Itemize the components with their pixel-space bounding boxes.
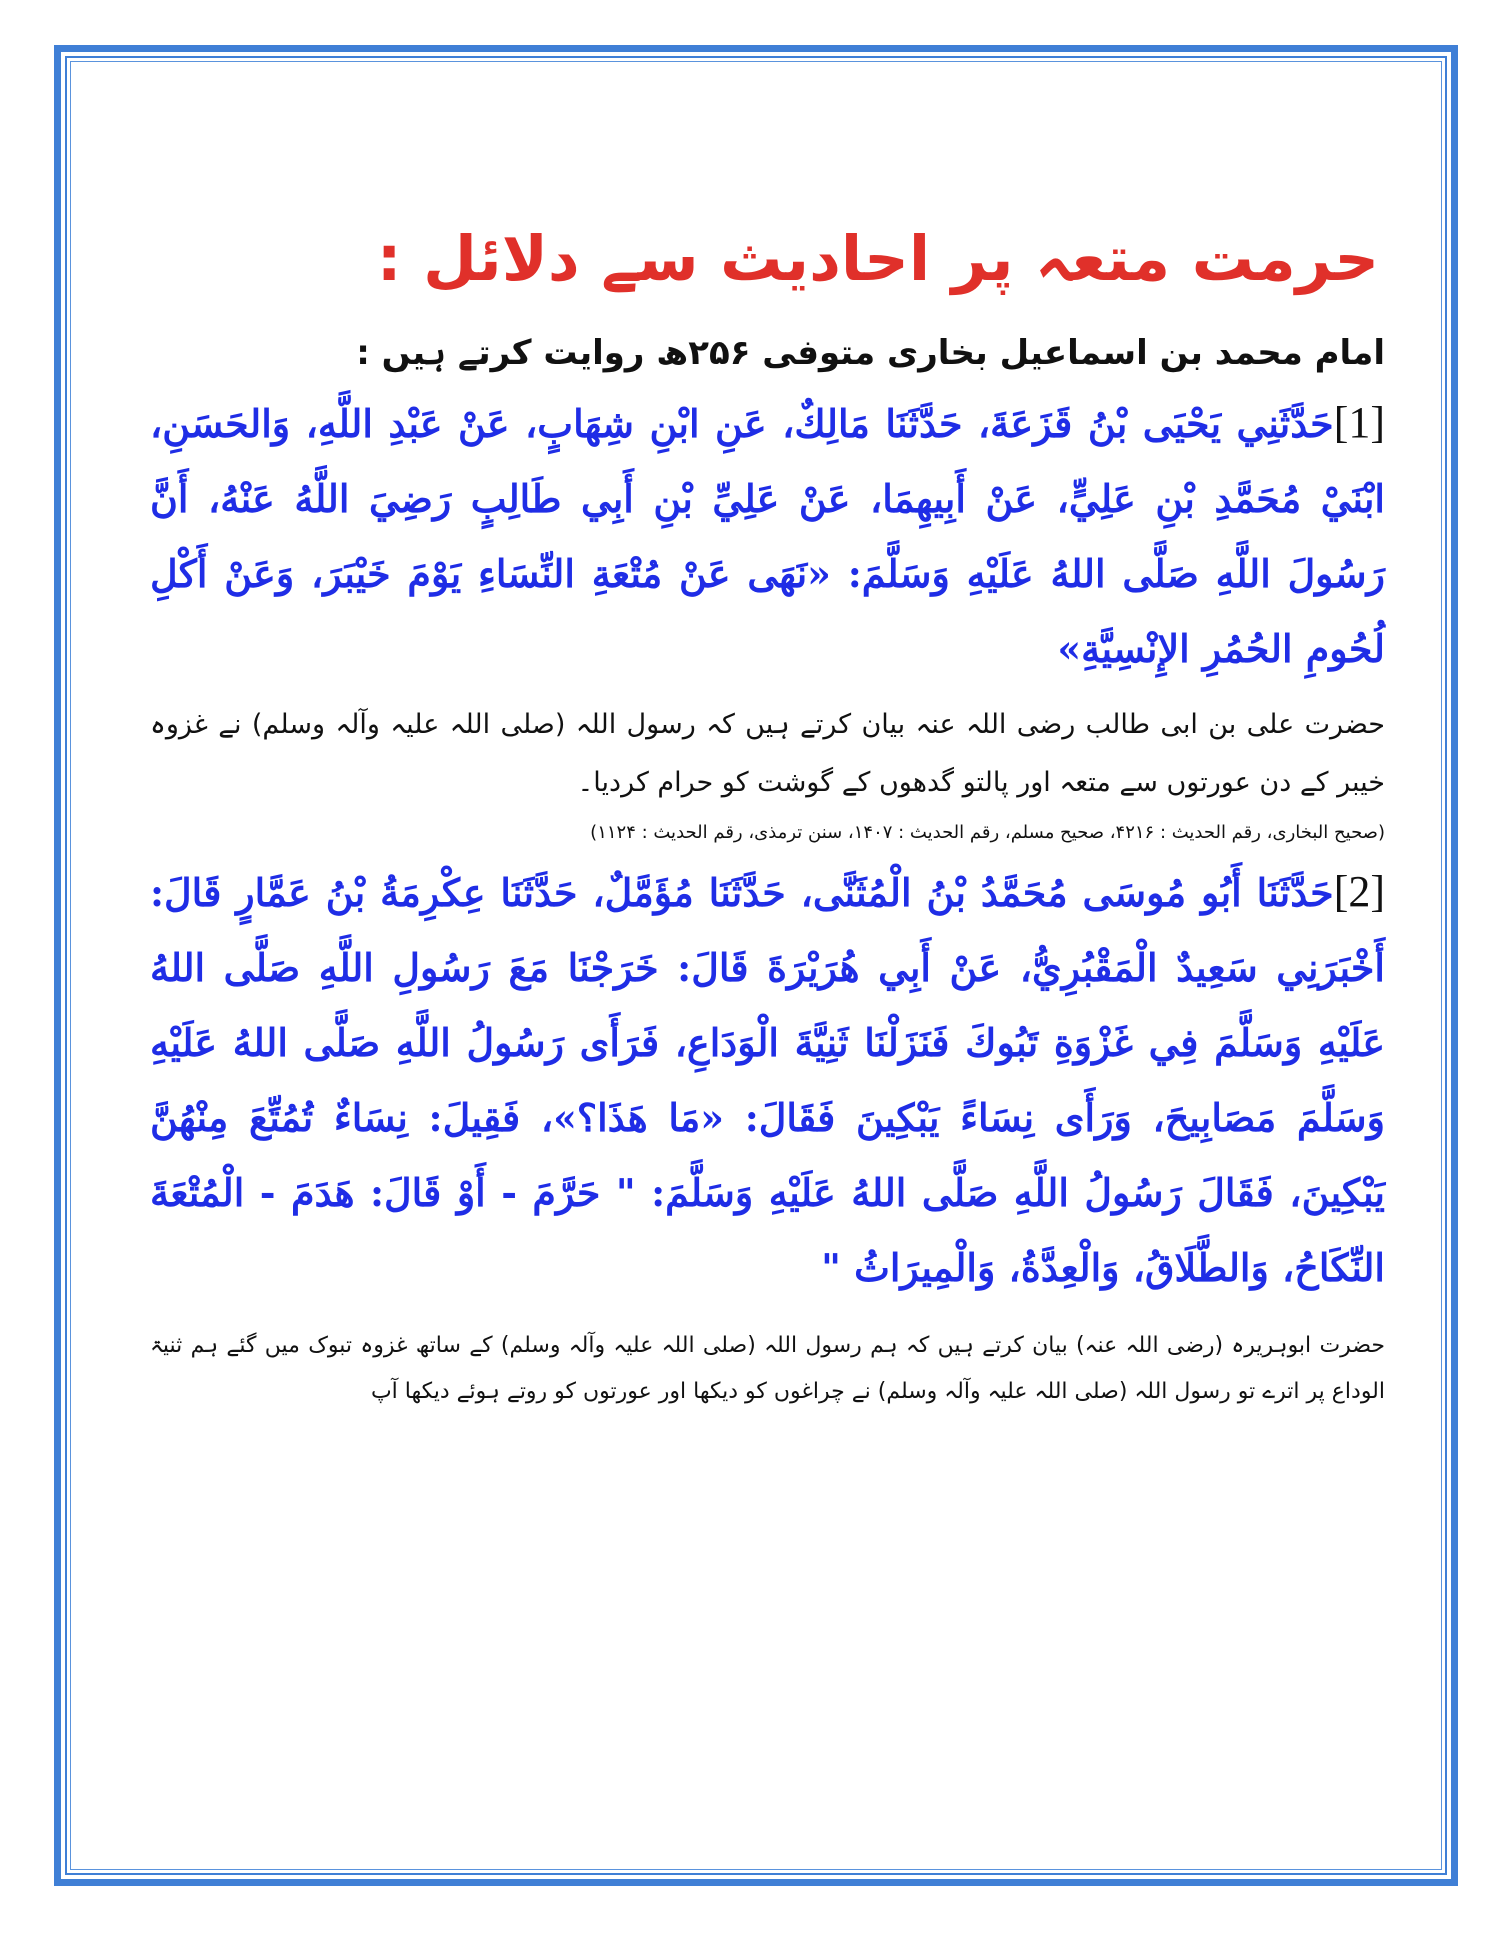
document-body xyxy=(150,205,1385,1415)
hadith-1-reference: (صحیح البخاری، رقم الحدیث : ۴۲۱۶، صحیح مسلم، رقم الحدیث : ۱۴۰۷، سنن ترمذی، رقم الحدیث : ۱۱۲۴) xyxy=(590,822,1385,843)
page-title: حرمت متعہ پر احادیث سے دلائل : xyxy=(376,222,1379,295)
intro-line: امام محمد بن اسماعیل بخاری متوفی ۲۵۶ھ روایت کرتے ہیں : xyxy=(356,333,1385,373)
hadith-1-translation: حضرت علی بن ابی طالب رضی اللہ عنہ بیان کرتے ہیں کہ رسول اللہ (صلی اللہ علیہ وآلہ وسلم) نے غزوہ خیبر کے دن عورتوں سے متعہ اور پالتو گدھوں کے گوشت کو حرام کردیا۔ xyxy=(150,709,1385,798)
hadith-1-arabic xyxy=(150,385,1385,686)
hadith-2-number: [2] xyxy=(1333,867,1385,916)
hadith-2-text: حَدَّثَنَا أَبُو مُوسَى مُحَمَّدُ بْنُ الْمُثَنَّى، حَدَّثَنَا مُؤَمَّلٌ، حَدَّثَنَا عِكْرِمَةُ بْنُ عَمَّارٍ قَالَ: أَخْبَرَنِي سَعِيدٌ الْمَقْبُرِيُّ، عَنْ أَبِي هُرَيْرَةَ قَالَ: خَرَجْنَا مَعَ رَسُولِ اللَّهِ صَلَّى اللهُ عَلَيْهِ وَسَلَّمَ فِي غَزْوَةِ تَبُوكَ فَنَزَلْنَا ثَنِيَّةَ الْوَدَاعِ، فَرَأَى رَسُولُ اللَّهِ صَلَّى اللهُ عَلَيْهِ وَسَلَّمَ مَصَابِيحَ، وَرَأَى نِسَاءً يَبْكِينَ فَقَالَ: «مَا هَذَا؟»، فَقِيلَ: نِسَاءٌ تُمُتِّعَ مِنْهُنَّ يَبْكِينَ، فَقَالَ رَسُولُ اللَّهِ صَلَّى اللهُ عَلَيْهِ وَسَلَّمَ: " حَرَّمَ - أَوْ قَالَ: هَدَمَ - الْمُتْعَةَ النِّكَاحُ، وَالطَّلَاقُ، وَالْعِدَّةُ، وَالْمِيرَاثُ " xyxy=(150,870,1385,1290)
hadith-1-number: [1] xyxy=(1333,398,1385,447)
hadith-1-text: حَدَّثَنِي يَحْيَى بْنُ قَزَعَةَ، حَدَّثَنَا مَالِكٌ، عَنِ ابْنِ شِهَابٍ، عَنْ عَبْدِ اللَّهِ، وَالحَسَنِ، ابْنَيْ مُحَمَّدِ بْنِ عَلِيٍّ، عَنْ أَبِيهِمَا، عَنْ عَلِيِّ بْنِ أَبِي طَالِبٍ رَضِيَ اللَّهُ عَنْهُ، أَنَّ رَسُولَ اللَّهِ صَلَّى اللهُ عَلَيْهِ وَسَلَّمَ: «نَهَى عَنْ مُتْعَةِ النِّسَاءِ يَوْمَ خَيْبَرَ، وَعَنْ أَكْلِ لُحُومِ الحُمُرِ الإِنْسِيَّةِ» xyxy=(150,401,1385,671)
hadith-2-arabic xyxy=(150,854,1385,1305)
hadith-2-translation: حضرت ابوہریرہ (رضی اللہ عنہ) بیان کرتے ہیں کہ ہم رسول اللہ (صلی اللہ علیہ وآلہ وسلم) کے ساتھ غزوہ تبوک میں گئے ہم ثنیۃ الوداع پر اترے تو رسول اللہ (صلی اللہ علیہ وآلہ وسلم) نے چراغوں کو دیکھا اور عورتوں کو روتے ہوئے دیکھا آپ xyxy=(150,1333,1385,1404)
